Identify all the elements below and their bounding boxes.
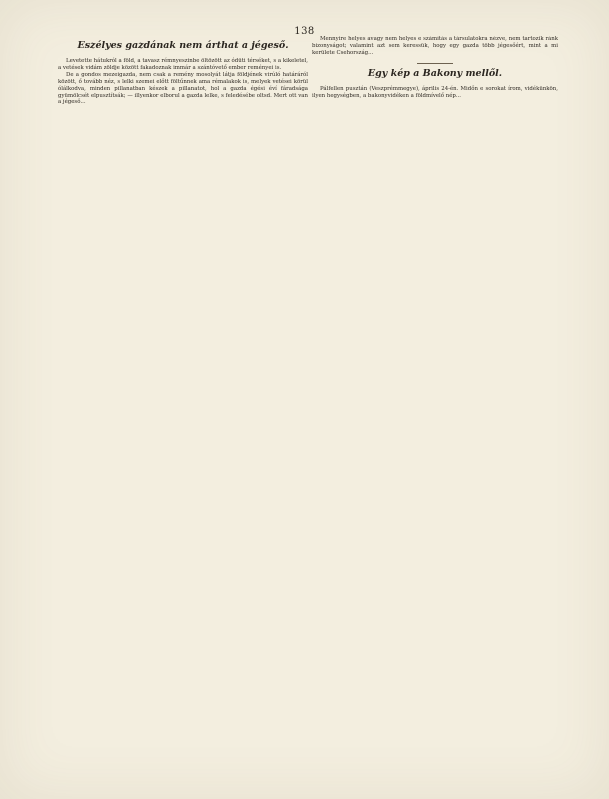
- paragraph: Mennyire helyes avagy nem helyes e számítás a társulatokra nézve, nem tartozik ránk bizonyságot; valamint azt sem keressük, hogy egy gazda több jégesőért, mint a mi kerülete Csehország...: [312, 36, 558, 56]
- left-column: [58, 36, 308, 771]
- paragraph: Levetette hátukról a föld, a tavasz rémnyeszinbe öltözött az ódüti térséket, s a kikeletel, a vetések vidám zöldje között fakadoznak immár a szántóvető ember reményei is.: [58, 58, 308, 71]
- paragraph: De a gondos mezeigazda, nem csak a remény mosolyát látja földjének virúló határáról között, ő tovább néz, s lelki szemei előtt föltűnnek ama rémalakok is, melyek vetései körül ólálkodva, minden pillanatban készek a pillanatot, hol a gazda égési éví fáradsága gyümölcsét elpusztítsák; — illyenkor elborul a gazda lelke, s feledésébe oltsd. Mert ott van a jégeső...: [58, 71, 308, 106]
- section-divider: [417, 63, 453, 64]
- article-title: Eszélyes gazdának nem árthat a jégeső.: [77, 40, 289, 51]
- paragraph: Pálfellen pusztán (Veszprémmegye), április 24-én. Midőn e sorokat írom, vidékünkön, ilyen hegységben, a bakonyvidéken a földmívelő nép...: [312, 85, 558, 99]
- right-column: [312, 36, 558, 771]
- section-title: Egy kép a Bakony mellől.: [367, 67, 503, 79]
- page-number: 138: [294, 26, 315, 37]
